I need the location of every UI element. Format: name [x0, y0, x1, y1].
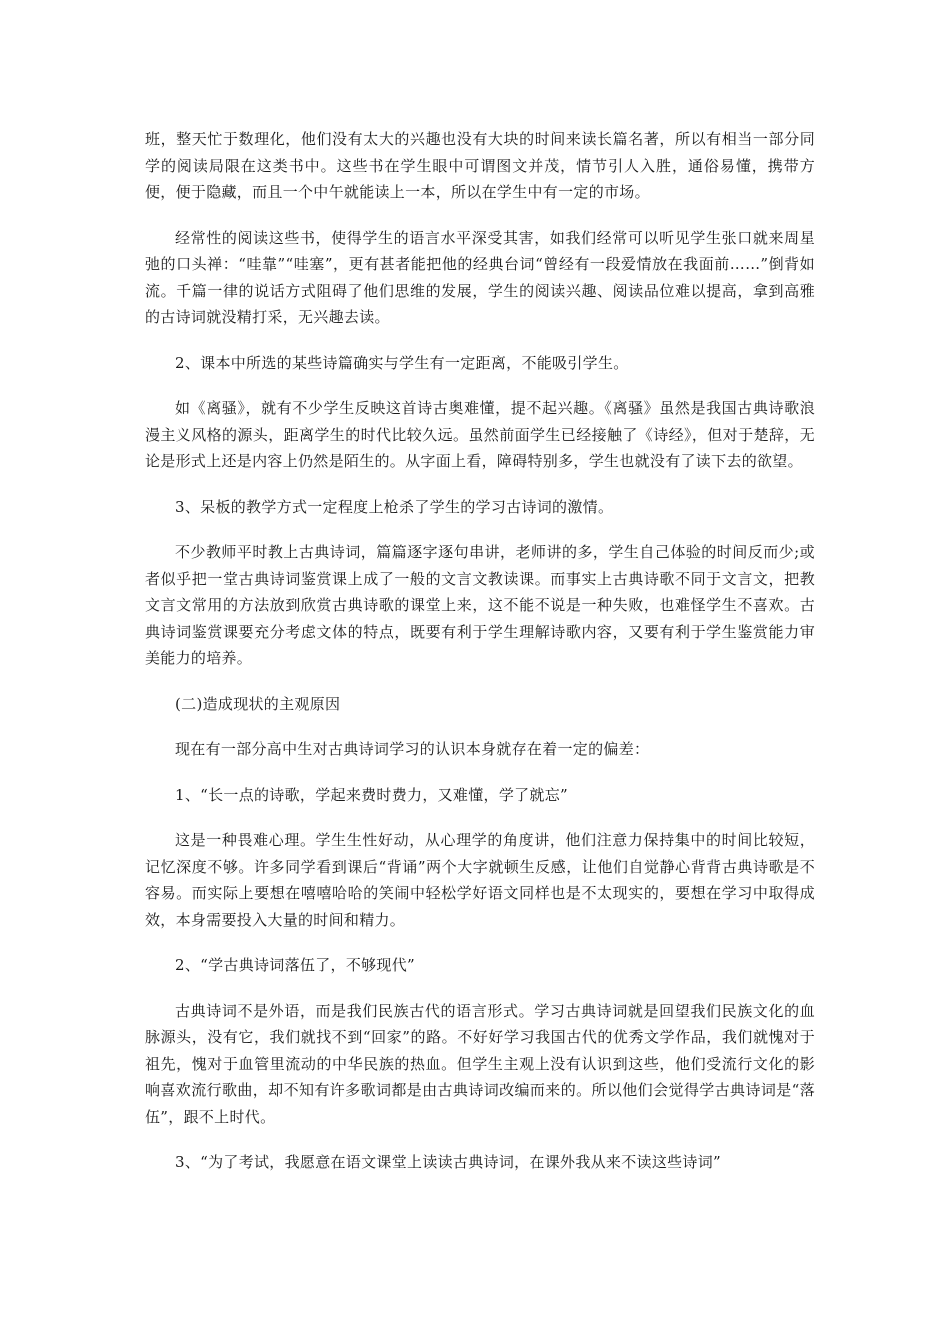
paragraph: 现在有一部分高中生对古典诗词学习的认识本身就存在着一定的偏差：: [175, 740, 650, 758]
paragraph: 古典诗词不是外语，而是我们民族古代的语言形式。学习古典诗词就是回望我们民族文化的血脉源头，没有它，我们就找不到“回家”的路。不好好学习我国古代的优秀文学作品，我们就愧对于祖先，愧对于血管里流动的中华民族的热血。但学生主观上没有认识到这些，他们受流行文化的影响喜欢流行歌曲，却不知有许多歌词都是由古典诗词改编而来的。所以他们会觉得学古典诗词是“落伍”，跟不上时代。: [145, 1001, 815, 1126]
section-heading: 1、“长一点的诗歌，学起来费时费力，又难懂，学了就忘”: [175, 785, 568, 804]
paragraph: 这是一种畏难心理。学生生性好动，从心理学的角度讲，他们注意力保持集中的时间比较短，记忆深度不够。许多同学看到课后“背诵”两个大字就顿生反感，让他们自觉静心背背古典诗歌是不容易。而实际上要想在嘻嘻哈哈的笑闹中轻松学好语文同样也是不太现实的，要想在学习中取得成效，本身需要投入大量的时间和精力。: [145, 831, 815, 929]
paragraph: 经常性的阅读这些书，使得学生的语言水平深受其害，如我们经常可以听见学生张口就来周星弛的口头禅：“哇靠”“哇塞”，更有甚者能把他的经典台词“曾经有一段爱情放在我面前……”倒背如流。千篇一律的说话方式阻碍了他们思维的发展，学生的阅读兴趣、阅读品位难以提高，拿到高雅的古诗词就没精打采，无兴趣去读。: [145, 228, 815, 326]
section-heading: 2、课本中所选的某些诗篇确实与学生有一定距离，不能吸引学生。: [175, 353, 629, 372]
paragraph: 如《离骚》，就有不少学生反映这首诗古奥难懂，提不起兴趣。《离骚》虽然是我国古典诗歌浪漫主义风格的源头，距离学生的时代比较久远。虽然前面学生已经接触了《诗经》，但对于楚辞，无论是形式上还是内容上仍然是陌生的。从字面上看，障碍特别多，学生也就没有了读下去的欲望。: [145, 399, 815, 470]
paragraph: 不少教师平时教上古典诗词，篇篇逐字逐句串讲，老师讲的多，学生自己体验的时间反而少;或者似乎把一堂古典诗词鉴赏课上成了一般的文言文教读课。而事实上古典诗歌不同于文言文，把教文言文常用的方法放到欣赏古典诗歌的课堂上来，这不能不说是一种失败，也难怪学生不喜欢。古典诗词鉴赏课要充分考虑文体的特点，既要有利于学生理解诗歌内容，又要有利于学生鉴赏能力审美能力的培养。: [145, 543, 815, 667]
document-body: [145, 126, 815, 1195]
section-heading: 3、呆板的教学方式一定程度上枪杀了学生的学习古诗词的激情。: [175, 497, 614, 516]
paragraph: 班，整天忙于数理化，他们没有太大的兴趣也没有大块的时间来读长篇名著，所以有相当一部分同学的阅读局限在这类书中。这些书在学生眼中可谓图文并茂，情节引人入胜，通俗易懂，携带方便，便于隐藏，而且一个中午就能读上一本，所以在学生中有一定的市场。: [145, 130, 815, 201]
section-heading: (二)造成现状的主观原因: [175, 694, 341, 713]
section-heading: 2、“学古典诗词落伍了，不够现代”: [175, 956, 415, 974]
section-heading: 3、“为了考试，我愿意在语文课堂上读读古典诗词，在课外我从来不读这些诗词”: [175, 1153, 721, 1171]
